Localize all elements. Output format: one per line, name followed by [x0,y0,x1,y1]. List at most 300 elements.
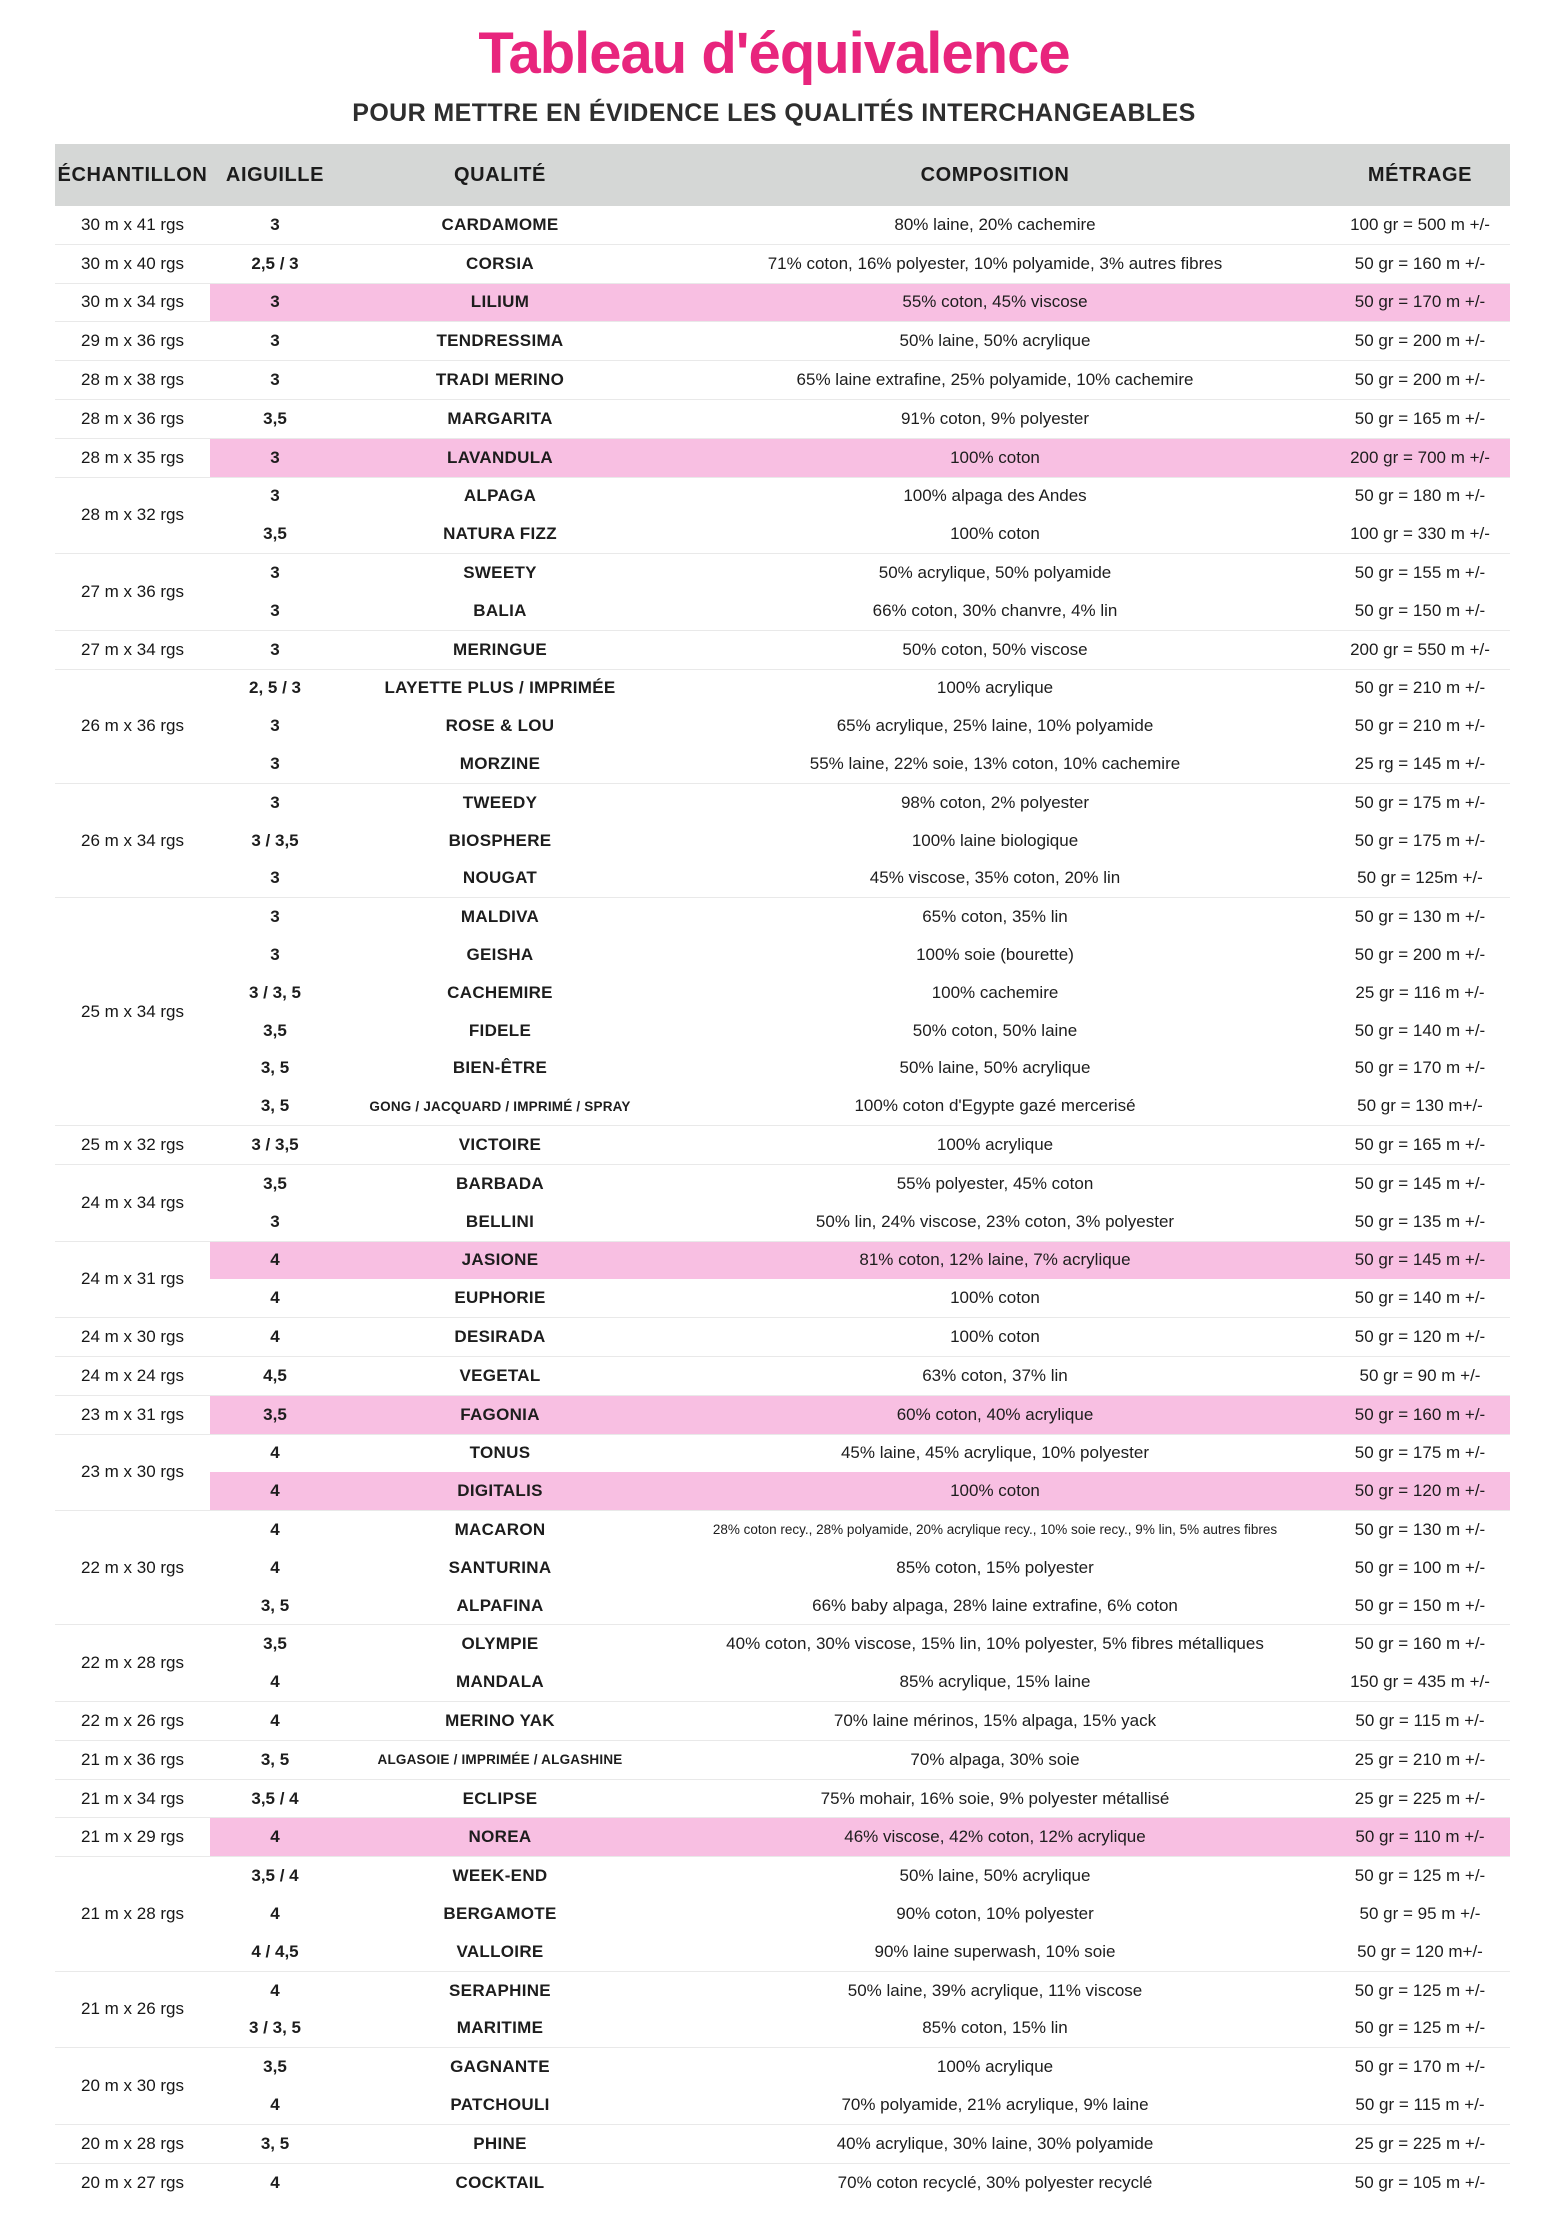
metrage-cell: 50 gr = 170 m +/- [1330,2048,1510,2086]
echantillon-cell: 22 m x 26 rgs [55,1702,210,1741]
qualite-cell: SERAPHINE [340,1971,660,2009]
table-row [55,438,1510,477]
composition-cell: 91% coton, 9% polyester [660,399,1330,438]
aiguille-cell: 3 [210,477,340,515]
aiguille-cell: 3 / 3,5 [251,830,299,850]
aiguille-cell: 3,5 [210,1395,340,1434]
qualite-cell: VEGETAL [340,1356,660,1395]
table-row [55,630,1510,669]
metrage-cell: 100 gr = 330 m +/- [1350,524,1490,544]
aiguille-cell: 4 [270,1557,280,1577]
echantillon-cell: 22 m x 28 rgs [55,1625,210,1702]
table-row [55,1818,1510,1857]
table-row [55,1511,1510,1549]
qualite-cell: GEISHA [466,945,534,965]
table-row [55,2009,1510,2047]
composition-cell: 45% viscose, 35% coton, 20% lin [869,868,1121,888]
aiguille-cell: 3 / 3,5 [210,1126,340,1165]
qualite-cell: CACHEMIRE [447,982,553,1002]
metrage-cell: 50 gr = 200 m +/- [1354,945,1486,965]
composition-cell: 100% coton [660,1472,1330,1510]
metrage-cell: 200 gr = 700 m +/- [1330,438,1510,477]
aiguille-cell: 3 [270,754,280,774]
aiguille-cell: 3 [210,898,340,936]
composition-cell: 65% acrylique, 25% laine, 10% polyamide [836,716,1154,736]
metrage-cell: 50 gr = 145 m +/- [1330,1164,1510,1202]
table-row [55,860,1510,898]
qualite-cell: MERINO YAK [340,1702,660,1741]
aiguille-cell: 2, 5 / 3 [210,669,340,707]
composition-cell: 50% lin, 24% viscose, 23% coton, 3% polyester [815,1211,1175,1231]
column-header-metrage: MÉTRAGE [1330,144,1510,206]
metrage-cell: 25 gr = 225 m +/- [1330,1779,1510,1818]
qualite-cell: JASIONE [340,1241,660,1279]
metrage-cell: 150 gr = 435 m +/- [1350,1672,1490,1692]
aiguille-cell: 3, 5 [210,2124,340,2163]
metrage-cell: 50 gr = 140 m +/- [1354,1288,1486,1308]
table-row [55,936,1510,974]
composition-cell: 46% viscose, 42% coton, 12% acrylique [660,1818,1330,1857]
metrage-cell: 50 gr = 160 m +/- [1330,244,1510,283]
echantillon-cell: 26 m x 34 rgs [55,783,210,897]
composition-cell: 65% laine extrafine, 25% polyamide, 10% cachemire [660,361,1330,400]
column-header-aiguille: AIGUILLE [210,144,340,206]
aiguille-cell: 4 [210,1818,340,1857]
metrage-cell: 50 gr = 140 m +/- [1354,1020,1486,1040]
echantillon-cell: 29 m x 36 rgs [55,322,210,361]
metrage-cell: 25 gr = 210 m +/- [1330,1740,1510,1779]
header-row [55,144,1510,206]
aiguille-cell: 3,5 [210,399,340,438]
echantillon-cell: 23 m x 30 rgs [55,1434,210,1511]
qualite-cell: LILIUM [340,283,660,322]
composition-cell: 50% laine, 39% acrylique, 11% viscose [660,1971,1330,2009]
aiguille-cell: 4 [270,1672,280,1692]
aiguille-cell: 3,5 / 4 [210,1779,340,1818]
composition-cell: 100% coton [950,1288,1040,1308]
metrage-cell: 50 gr = 210 m +/- [1330,669,1510,707]
aiguille-cell: 3, 5 [210,1740,340,1779]
qualite-cell: MANDALA [455,1672,545,1692]
echantillon-cell: 28 m x 36 rgs [55,399,210,438]
qualite-cell: FAGONIA [340,1395,660,1434]
metrage-cell: 50 gr = 115 m +/- [1355,2094,1485,2114]
qualite-cell: TENDRESSIMA [340,322,660,361]
metrage-cell: 50 gr = 125 m +/- [1330,1971,1510,2009]
composition-cell: 85% coton, 15% polyester [896,1557,1094,1577]
table-row [55,974,1510,1012]
composition-cell: 50% acrylique, 50% polyamide [660,554,1330,592]
composition-cell: 100% alpaga des Andes [660,477,1330,515]
table-row [55,1587,1510,1625]
echantillon-cell: 24 m x 30 rgs [55,1318,210,1357]
composition-cell: 100% coton [660,438,1330,477]
table-row [55,2124,1510,2163]
qualite-cell: NATURA FIZZ [443,524,557,544]
composition-cell: 75% mohair, 16% soie, 9% polyester métallisé [660,1779,1330,1818]
metrage-cell: 50 gr = 120 m +/- [1330,1472,1510,1510]
qualite-cell: TRADI MERINO [340,361,660,400]
composition-cell: 90% coton, 10% polyester [896,1903,1094,1923]
echantillon-cell: 28 m x 32 rgs [55,477,210,554]
aiguille-cell: 3, 5 [260,1096,290,1116]
metrage-cell: 50 gr = 155 m +/- [1330,554,1510,592]
echantillon-cell: 27 m x 36 rgs [55,554,210,631]
aiguille-cell: 4 [210,1318,340,1357]
metrage-cell: 50 gr = 100 m +/- [1354,1557,1486,1577]
aiguille-cell: 3 [270,945,280,965]
table-row [55,1971,1510,2009]
aiguille-cell: 3 [210,438,340,477]
qualite-cell: EUPHORIE [454,1288,546,1308]
table-row [55,1012,1510,1050]
table-row [55,669,1510,707]
table-row [55,1395,1510,1434]
page-title: Tableau d'équivalence [478,21,1070,86]
qualite-cell: PATCHOULI [450,2094,550,2114]
equivalence-table [55,144,1510,2201]
metrage-cell: 50 gr = 130 m +/- [1330,898,1510,936]
metrage-cell: 50 gr = 125 m +/- [1354,2018,1486,2038]
qualite-cell: OLYMPIE [340,1625,660,1663]
qualite-cell: CORSIA [340,244,660,283]
echantillon-cell: 20 m x 30 rgs [55,2048,210,2125]
composition-cell: 100% coton [950,524,1040,544]
composition-cell: 85% coton, 15% lin [922,2018,1068,2038]
table-row [55,1779,1510,1818]
aiguille-cell: 4 [210,1241,340,1279]
qualite-cell: GONG / JACQUARD / IMPRIMÉ / SPRAY [369,1098,631,1114]
echantillon-cell: 25 m x 32 rgs [55,1126,210,1165]
aiguille-cell: 3 / 3, 5 [249,982,301,1002]
qualite-cell: BERGAMOTE [443,1903,557,1923]
composition-cell: 50% coton, 50% laine [912,1020,1078,1040]
aiguille-cell: 3, 5 [260,1058,290,1078]
composition-cell: 100% cachemire [931,982,1059,1002]
table-row [55,1472,1510,1510]
aiguille-cell: 2,5 / 3 [210,244,340,283]
qualite-cell: ECLIPSE [340,1779,660,1818]
composition-cell: 100% coton [660,1318,1330,1357]
page-subtitle: POUR METTRE EN ÉVIDENCE LES QUALITÉS INTERCHANGEABLES [352,99,1196,127]
composition-cell: 45% laine, 45% acrylique, 10% polyester [660,1434,1330,1472]
qualite-cell: ALPAGA [340,477,660,515]
composition-cell: 100% acrylique [660,1126,1330,1165]
metrage-cell: 50 gr = 165 m +/- [1330,399,1510,438]
aiguille-cell: 3, 5 [260,1595,290,1615]
composition-cell: 60% coton, 40% acrylique [660,1395,1330,1434]
qualite-cell: SWEETY [340,554,660,592]
table-row [55,322,1510,361]
composition-cell: 70% laine mérinos, 15% alpaga, 15% yack [660,1702,1330,1741]
qualite-cell: LAVANDULA [340,438,660,477]
aiguille-cell: 3 [270,1211,280,1231]
aiguille-cell: 4 [270,2094,280,2114]
aiguille-cell: 4 [210,2163,340,2201]
composition-cell: 71% coton, 16% polyester, 10% polyamide, 3% autres fibres [660,244,1330,283]
metrage-cell: 50 gr = 175 m +/- [1330,783,1510,821]
table-row [55,707,1510,745]
table-row [55,1895,1510,1933]
echantillon-cell: 30 m x 40 rgs [55,244,210,283]
composition-cell: 100% soie (bourette) [916,945,1074,965]
aiguille-cell: 3,5 [210,2048,340,2086]
table-row [55,554,1510,592]
aiguille-cell: 3 [270,868,280,888]
metrage-cell: 50 gr = 95 m +/- [1359,1903,1481,1923]
qualite-cell: FIDELE [468,1020,532,1040]
metrage-cell: 50 gr = 200 m +/- [1330,361,1510,400]
composition-cell: 98% coton, 2% polyester [660,783,1330,821]
metrage-cell: 25 gr = 116 m +/- [1355,982,1485,1002]
qualite-cell: MALDIVA [340,898,660,936]
metrage-cell: 50 gr = 175 m +/- [1354,830,1486,850]
table-row [55,1625,1510,1663]
aiguille-cell: 4 [210,1434,340,1472]
qualite-cell: DIGITALIS [340,1472,660,1510]
table-row [55,399,1510,438]
echantillon-cell: 30 m x 34 rgs [55,283,210,322]
composition-cell: 70% coton recyclé, 30% polyester recyclé [660,2163,1330,2201]
table-row [55,783,1510,821]
qualite-cell: MERINGUE [340,630,660,669]
metrage-cell: 100 gr = 500 m +/- [1350,214,1490,234]
aiguille-cell: 3 [210,322,340,361]
composition-cell: 50% laine, 50% acrylique [660,322,1330,361]
qualite-cell: GAGNANTE [340,2048,660,2086]
echantillon-cell: 24 m x 34 rgs [55,1164,210,1241]
table-body [55,206,1510,2201]
aiguille-cell: 4 [210,1511,340,1549]
table-row [55,477,1510,515]
composition-cell: 90% laine superwash, 10% soie [874,1941,1116,1961]
column-header-qualite: QUALITÉ [340,144,660,206]
qualite-cell: PHINE [340,2124,660,2163]
column-header-echantillon: ÉCHANTILLON [55,144,210,206]
qualite-cell: ALGASOIE / IMPRIMÉE / ALGASHINE [340,1740,660,1779]
aiguille-cell: 3 [210,554,340,592]
composition-cell: 55% polyester, 45% coton [660,1164,1330,1202]
echantillon-cell: 24 m x 24 rgs [55,1356,210,1395]
metrage-cell: 50 gr = 90 m +/- [1330,1356,1510,1395]
metrage-cell: 50 gr = 120 m +/- [1330,1318,1510,1357]
aiguille-cell: 4 [210,1702,340,1741]
qualite-cell: TWEEDY [340,783,660,821]
table-row [55,1434,1510,1472]
qualite-cell: BALIA [473,600,527,620]
table-row [55,1087,1510,1125]
qualite-cell: MACARON [340,1511,660,1549]
echantillon-cell: 21 m x 36 rgs [55,1740,210,1779]
aiguille-cell: 4 / 4,5 [251,1941,299,1961]
echantillon-cell: 25 m x 34 rgs [55,898,210,1126]
qualite-cell: MARGARITA [340,399,660,438]
metrage-cell: 50 gr = 210 m +/- [1354,716,1486,736]
table-row [55,283,1510,322]
table-row [55,206,1510,244]
metrage-cell: 50 gr = 160 m +/- [1330,1395,1510,1434]
table-row [55,1857,1510,1895]
metrage-cell: 50 gr = 175 m +/- [1330,1434,1510,1472]
aiguille-cell: 3,5 [210,1625,340,1663]
echantillon-cell: 23 m x 31 rgs [55,1395,210,1434]
qualite-cell: ROSE & LOU [445,716,555,736]
echantillon-cell: 21 m x 34 rgs [55,1779,210,1818]
composition-cell: 50% coton, 50% viscose [660,630,1330,669]
echantillon-cell: 28 m x 35 rgs [55,438,210,477]
composition-cell: 40% coton, 30% viscose, 15% lin, 10% polyester, 5% fibres métalliques [660,1625,1330,1663]
table-row [55,1279,1510,1317]
aiguille-cell: 3 [270,214,280,234]
echantillon-cell: 21 m x 28 rgs [55,1857,210,1971]
aiguille-cell: 3 [270,716,280,736]
metrage-cell: 50 gr = 130 m+/- [1357,1096,1483,1116]
metrage-cell: 50 gr = 170 m +/- [1330,283,1510,322]
table-row [55,1933,1510,1971]
qualite-cell: WEEK-END [340,1857,660,1895]
aiguille-cell: 3,5 [263,1020,287,1040]
table-row [55,898,1510,936]
table-row [55,1241,1510,1279]
aiguille-cell: 3 / 3, 5 [249,2018,301,2038]
composition-cell: 100% coton d'Egypte gazé mercerisé [854,1096,1136,1116]
composition-cell: 66% coton, 30% chanvre, 4% lin [872,600,1118,620]
aiguille-cell: 4 [270,1903,280,1923]
metrage-cell: 50 gr = 125 m +/- [1330,1857,1510,1895]
aiguille-cell: 3 [270,600,280,620]
table-row [55,1164,1510,1202]
metrage-cell: 50 gr = 180 m +/- [1330,477,1510,515]
metrage-cell: 50 gr = 125m +/- [1357,868,1483,888]
metrage-cell: 50 gr = 150 m +/- [1354,600,1486,620]
metrage-cell: 25 rg = 145 m +/- [1354,754,1486,774]
composition-cell: 85% acrylique, 15% laine [899,1672,1091,1692]
aiguille-cell: 3,5 [210,1164,340,1202]
aiguille-cell: 3 [210,783,340,821]
table-row [55,745,1510,783]
metrage-cell: 50 gr = 150 m +/- [1354,1595,1486,1615]
aiguille-cell: 3 [210,283,340,322]
echantillon-cell: 24 m x 31 rgs [55,1241,210,1318]
metrage-cell: 50 gr = 170 m +/- [1354,1058,1486,1078]
table-row [55,244,1510,283]
echantillon-cell: 30 m x 41 rgs [81,214,184,234]
table-row [55,1050,1510,1088]
qualite-cell: LAYETTE PLUS / IMPRIMÉE [340,669,660,707]
composition-cell: 80% laine, 20% cachemire [894,214,1096,234]
metrage-cell: 50 gr = 120 m+/- [1357,1941,1483,1961]
composition-cell: 28% coton recy., 28% polyamide, 20% acrylique recy., 10% soie recy., 9% lin, 5% autres fibres [660,1511,1330,1549]
composition-cell: 40% acrylique, 30% laine, 30% polyamide [660,2124,1330,2163]
composition-cell: 100% acrylique [660,2048,1330,2086]
table-row [55,592,1510,630]
metrage-cell: 50 gr = 115 m +/- [1330,1702,1510,1741]
composition-cell: 63% coton, 37% lin [660,1356,1330,1395]
aiguille-cell: 4 [210,1472,340,1510]
aiguille-cell: 4,5 [210,1356,340,1395]
aiguille-cell: 3 [210,361,340,400]
echantillon-cell: 22 m x 30 rgs [55,1511,210,1625]
composition-cell: 65% coton, 35% lin [660,898,1330,936]
qualite-cell: SANTURINA [448,1557,552,1577]
table-row [55,2048,1510,2086]
composition-cell: 100% laine biologique [911,830,1079,850]
qualite-cell: DESIRADA [340,1318,660,1357]
qualite-cell: ALPAFINA [456,1595,544,1615]
table-header [55,144,1510,206]
table-row [55,1702,1510,1741]
table-row [55,2086,1510,2124]
qualite-cell: BIOSPHERE [448,830,552,850]
metrage-cell: 50 gr = 165 m +/- [1330,1126,1510,1165]
qualite-cell: BIEN-ÊTRE [452,1058,548,1078]
aiguille-cell: 4 [210,1971,340,2009]
metrage-cell: 25 gr = 225 m +/- [1330,2124,1510,2163]
composition-cell: 50% laine, 50% acrylique [899,1058,1091,1078]
table-row [55,1126,1510,1165]
echantillon-cell: 26 m x 36 rgs [55,669,210,783]
composition-cell: 50% laine, 50% acrylique [660,1857,1330,1895]
aiguille-cell: 3,5 [263,524,287,544]
qualite-cell: MORZINE [459,754,541,774]
aiguille-cell: 4 [270,1288,280,1308]
metrage-cell: 50 gr = 105 m +/- [1330,2163,1510,2201]
table-row [55,822,1510,860]
qualite-cell: BELLINI [465,1211,535,1231]
qualite-cell: BARBADA [340,1164,660,1202]
metrage-cell: 200 gr = 550 m +/- [1330,630,1510,669]
qualite-cell: TONUS [340,1434,660,1472]
qualite-cell: VALLOIRE [456,1941,544,1961]
qualite-cell: VICTOIRE [340,1126,660,1165]
aiguille-cell: 3,5 / 4 [210,1857,340,1895]
composition-cell: 70% polyamide, 21% acrylique, 9% laine [841,2094,1149,2114]
echantillon-cell: 20 m x 27 rgs [55,2163,210,2201]
composition-cell: 66% baby alpaga, 28% laine extrafine, 6% coton [812,1595,1178,1615]
composition-cell: 81% coton, 12% laine, 7% acrylique [660,1241,1330,1279]
qualite-cell: NOUGAT [462,868,538,888]
table-row [55,1549,1510,1587]
metrage-cell: 50 gr = 160 m +/- [1330,1625,1510,1663]
composition-cell: 100% acrylique [660,669,1330,707]
table-row [55,361,1510,400]
aiguille-cell: 3 [210,630,340,669]
table-row [55,2163,1510,2201]
metrage-cell: 50 gr = 200 m +/- [1330,322,1510,361]
echantillon-cell: 20 m x 28 rgs [55,2124,210,2163]
metrage-cell: 50 gr = 135 m +/- [1354,1211,1486,1231]
qualite-cell: NOREA [340,1818,660,1857]
table-row [55,1356,1510,1395]
table-row [55,1663,1510,1701]
metrage-cell: 50 gr = 110 m +/- [1330,1818,1510,1857]
echantillon-cell: 21 m x 29 rgs [55,1818,210,1857]
column-header-composition: COMPOSITION [660,144,1330,206]
echantillon-cell: 27 m x 34 rgs [55,630,210,669]
qualite-cell: COCKTAIL [340,2163,660,2201]
metrage-cell: 50 gr = 130 m +/- [1330,1511,1510,1549]
composition-cell: 55% coton, 45% viscose [660,283,1330,322]
table-row [55,1203,1510,1241]
qualite-cell: MARITIME [456,2018,544,2038]
table-row [55,515,1510,553]
echantillon-cell: 28 m x 38 rgs [55,361,210,400]
metrage-cell: 50 gr = 145 m +/- [1330,1241,1510,1279]
table-row [55,1740,1510,1779]
echantillon-cell: 21 m x 26 rgs [55,1971,210,2048]
qualite-cell: CARDAMOME [441,214,559,234]
composition-cell: 70% alpaga, 30% soie [660,1740,1330,1779]
